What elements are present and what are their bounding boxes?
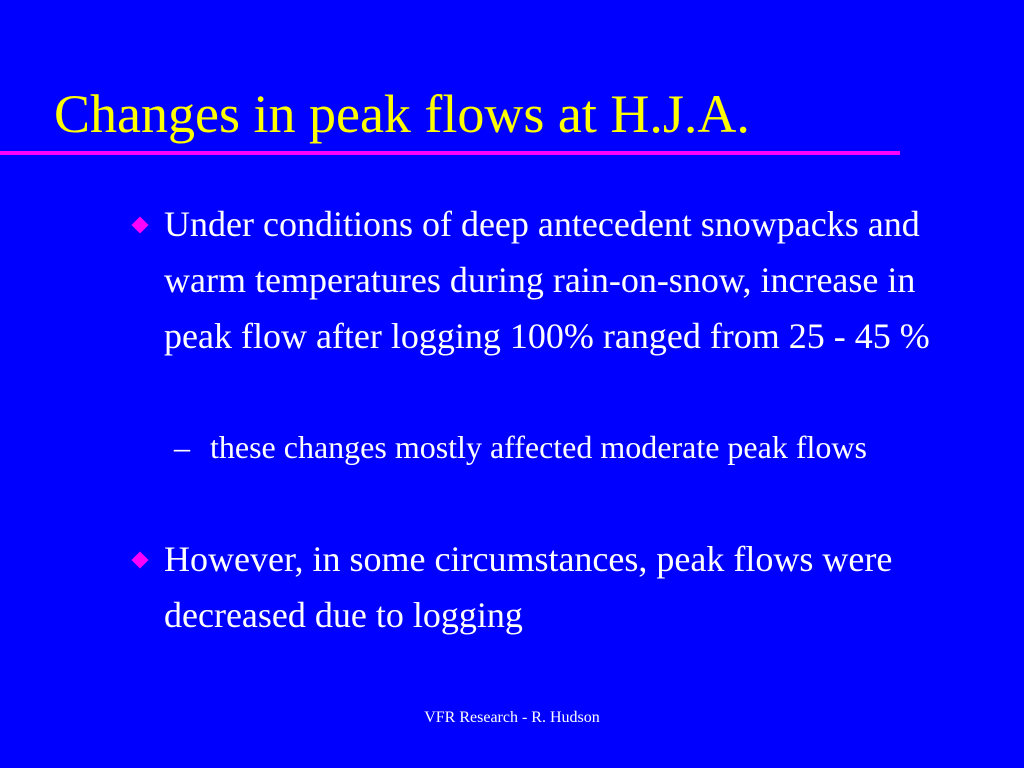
slide-footer: VFR Research - R. Hudson (424, 709, 600, 726)
diamond-bullet-icon (132, 552, 149, 569)
sub-bullet-text: these changes mostly affected moderate peak flows (210, 429, 867, 465)
diamond-bullet-icon (132, 217, 149, 234)
dash-marker: – (174, 429, 190, 465)
slide-title: Changes in peak flows at H.J.A. (54, 84, 750, 144)
bullet-text: However, in some circumstances, peak flows were decreased due to logging (164, 539, 893, 635)
bullet-item (164, 531, 964, 643)
sub-bullet-item (174, 423, 950, 471)
bullet-text: Under conditions of deep antecedent snowpacks and warm temperatures during rain-on-snow, increase in peak flow after logging 100% ranged from 25 - 45 % (164, 204, 930, 356)
bullet-item (164, 196, 964, 364)
title-divider (0, 151, 900, 155)
